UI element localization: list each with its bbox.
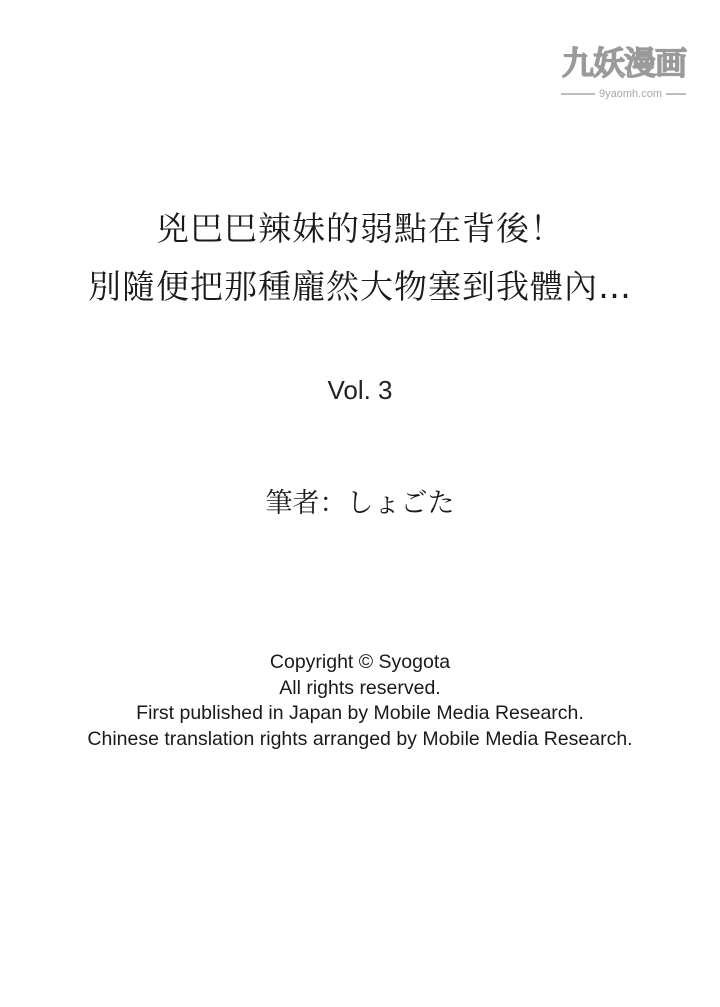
- copyright-notice: [0, 650, 720, 752]
- author-credit: 筆者：しょごた: [265, 488, 455, 519]
- watermark-url-row: [546, 88, 686, 100]
- title-line-2: 別隨便把那種龐然大物塞到我體內…: [88, 267, 632, 306]
- rights-line: All rights reserved.: [279, 676, 441, 699]
- watermark-url: 9yaomh.com: [599, 88, 662, 100]
- title-block: [0, 200, 720, 316]
- watermark-rule-left: [561, 93, 595, 95]
- watermark-logo: 九妖漫画: [561, 44, 686, 82]
- title-line-1: 兇巴巴辣妹的弱點在背後！: [156, 209, 564, 248]
- copyright-line: Copyright © Syogota: [269, 651, 451, 673]
- translation-rights-line: Chinese translation rights arranged by Mobile Media Research.: [87, 727, 633, 750]
- publication-line: First published in Japan by Mobile Media Research.: [136, 702, 584, 724]
- volume-number: Vol. 3: [327, 375, 393, 405]
- watermark-rule-right: [666, 93, 686, 95]
- watermark: [546, 40, 686, 116]
